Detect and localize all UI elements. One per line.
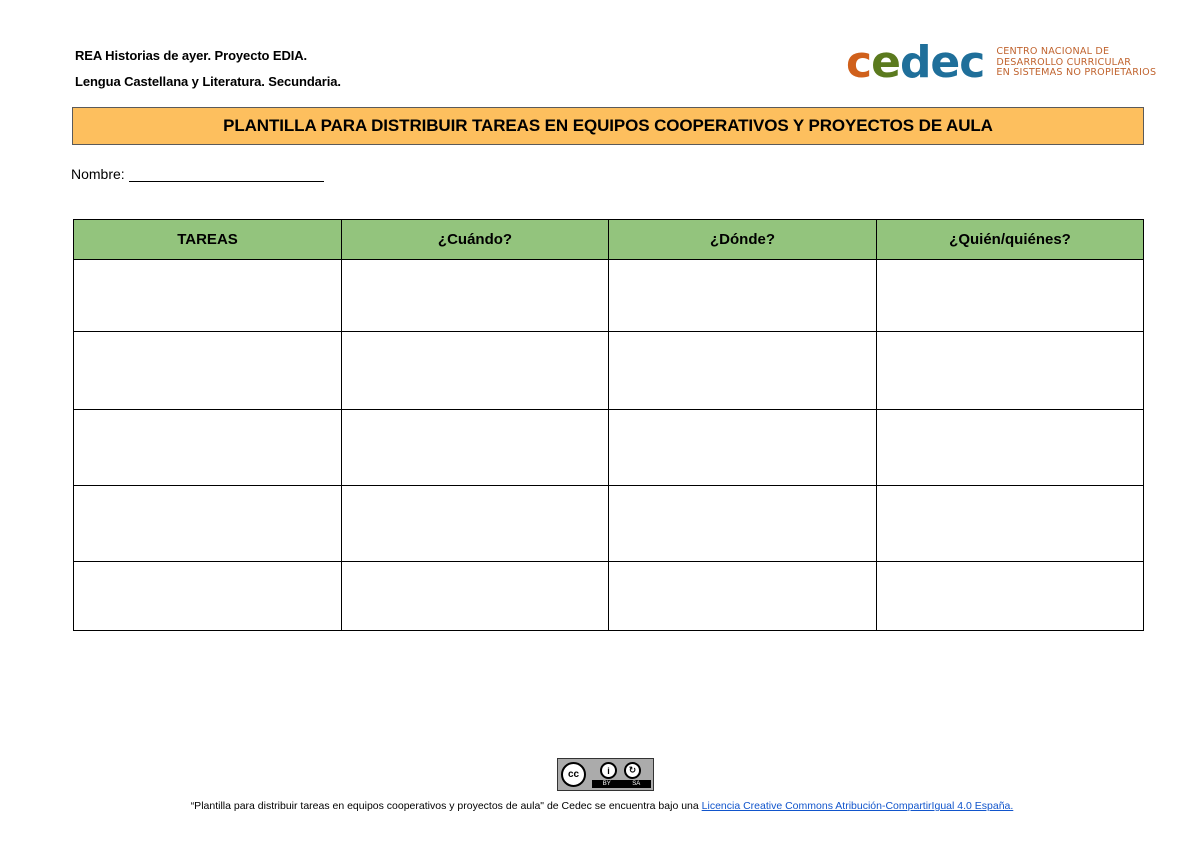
header-donde: ¿Dónde?: [609, 220, 877, 260]
document-header-line-1: REA Historias de ayer. Proyecto EDIA.: [75, 48, 308, 63]
logo-tagline-line-1: CENTRO NACIONAL DE: [996, 46, 1110, 58]
table-cell[interactable]: [877, 562, 1144, 631]
logo-tagline-line-2: DESARROLLO CURRICULAR: [996, 56, 1132, 68]
tasks-table: [73, 219, 1144, 631]
cc-by-label: BY: [602, 781, 611, 787]
table-cell[interactable]: [877, 332, 1144, 410]
table-row: [74, 562, 1144, 631]
table-cell[interactable]: [74, 332, 342, 410]
name-field-row: [71, 166, 324, 182]
cc-badge-labels: [592, 780, 651, 788]
name-blank-line[interactable]: [129, 167, 324, 182]
table-cell[interactable]: [74, 410, 342, 486]
table-cell[interactable]: [609, 562, 877, 631]
header-tareas: TAREAS: [74, 220, 342, 260]
table-cell[interactable]: [877, 486, 1144, 562]
table-header-row: [74, 220, 1144, 260]
share-alike-icon: ↻: [624, 762, 641, 779]
table-cell[interactable]: [342, 486, 609, 562]
table-cell[interactable]: [342, 260, 609, 332]
cedec-logo: [846, 37, 1157, 88]
cedec-logo-word: cedec: [846, 37, 985, 88]
cedec-logo-tagline: [996, 47, 1156, 79]
logo-tagline-line-3: EN SISTEMAS NO PROPIETARIOS: [996, 67, 1157, 79]
attribution-icon: i: [600, 762, 617, 779]
footer-attribution: “Plantilla para distribuir tareas en equipos cooperativos y proyectos de aula" de Cedec se encuentra bajo una: [190, 800, 702, 812]
table-cell[interactable]: [609, 260, 877, 332]
table-cell[interactable]: [609, 486, 877, 562]
table-cell[interactable]: [877, 260, 1144, 332]
cc-icon: cc: [561, 762, 586, 787]
table-row: [74, 410, 1144, 486]
table-cell[interactable]: [74, 260, 342, 332]
header-cuando: ¿Cuándo?: [342, 220, 609, 260]
table-cell[interactable]: [609, 410, 877, 486]
table-row: [74, 260, 1144, 332]
footer-license-text: [0, 800, 1204, 812]
document-header-line-2: Lengua Castellana y Literatura. Secundaria.: [75, 74, 341, 89]
cc-sa-label: SA: [632, 781, 641, 787]
table-cell[interactable]: [877, 410, 1144, 486]
table-row: [74, 486, 1144, 562]
page-title: PLANTILLA PARA DISTRIBUIR TAREAS EN EQUIPOS COOPERATIVOS Y PROYECTOS DE AULA: [72, 107, 1144, 145]
name-label: Nombre:: [71, 166, 125, 182]
header-quien: ¿Quién/quiénes?: [877, 220, 1144, 260]
cc-by-sa-badge[interactable]: [557, 758, 654, 791]
table-row: [74, 332, 1144, 410]
table-cell[interactable]: [74, 486, 342, 562]
table-cell[interactable]: [342, 332, 609, 410]
table-cell[interactable]: [342, 562, 609, 631]
license-link[interactable]: Licencia Creative Commons Atribución-CompartirIgual 4.0 España.: [701, 800, 1014, 812]
table-cell[interactable]: [74, 562, 342, 631]
table-cell[interactable]: [342, 410, 609, 486]
table-cell[interactable]: [609, 332, 877, 410]
